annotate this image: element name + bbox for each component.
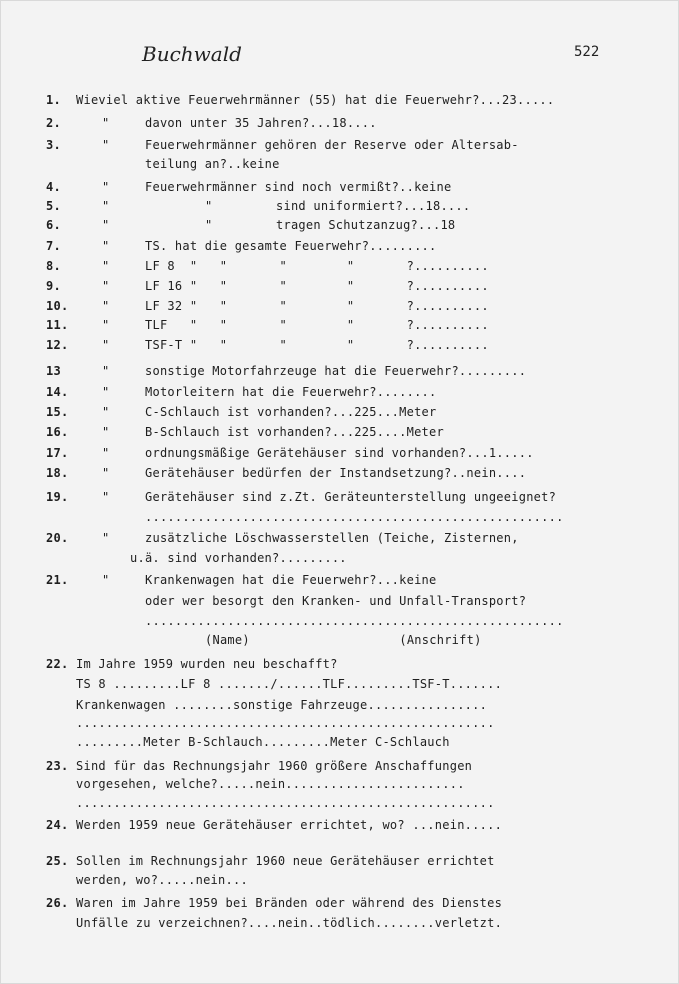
ditto-mark: ": [102, 279, 110, 293]
question-text: ........................................................: [76, 796, 495, 810]
question-number: 20.: [46, 531, 69, 545]
question-number: 23.: [46, 759, 69, 773]
ditto-mark: ": [102, 364, 110, 378]
question-text: .........Meter B-Schlauch.........Meter C-Schlauch: [76, 735, 450, 749]
question-text: Im Jahre 1959 wurden neu beschafft?: [76, 657, 338, 671]
ditto-mark: ": [102, 218, 110, 232]
ditto-mark: ": [102, 490, 110, 504]
question-text: oder wer besorgt den Kranken- und Unfall-Transport?: [145, 594, 527, 608]
question-text: ........................................................: [145, 614, 564, 628]
question-text: Krankenwagen ........sonstige Fahrzeuge................: [76, 698, 488, 712]
ditto-mark: ": [102, 259, 110, 273]
question-text: vorgesehen, welche?.....nein........................: [76, 777, 465, 791]
question-text: ........................................................: [145, 510, 564, 524]
question-text: zusätzliche Löschwasserstellen (Teiche, Zisternen,: [145, 531, 519, 545]
question-number: 25.: [46, 854, 69, 868]
ditto-mark: ": [102, 425, 110, 439]
ditto-mark: ": [102, 338, 110, 352]
ditto-mark: ": [102, 531, 110, 545]
question-number: 2.: [46, 116, 61, 130]
question-text: ........................................................: [76, 716, 495, 730]
question-text: werden, wo?.....nein...: [76, 873, 248, 887]
question-text: Sind für das Rechnungsjahr 1960 größere Anschaffungen: [76, 759, 473, 773]
question-number: 24.: [46, 818, 69, 832]
ditto-mark: ": [102, 239, 110, 253]
ditto-mark: ": [205, 199, 213, 213]
question-number: 13: [46, 364, 61, 378]
question-number: 16.: [46, 425, 69, 439]
question-text: Waren im Jahre 1959 bei Bränden oder während des Dienstes: [76, 896, 503, 910]
question-text: B-Schlauch ist vorhanden?...225....Meter: [145, 425, 444, 439]
question-number: 22.: [46, 657, 69, 671]
question-text: Feuerwehrmänner gehören der Reserve oder Altersab-: [145, 138, 519, 152]
question-text: LF 8 " " " " ?..........: [145, 259, 489, 273]
question-text: Feuerwehrmänner sind noch vermißt?..keine: [145, 180, 452, 194]
question-number: 9.: [46, 279, 61, 293]
page-number: 522: [574, 44, 600, 60]
question-number: 12.: [46, 338, 69, 352]
handwritten-place-name: Buchwald: [142, 42, 242, 66]
question-text: LF 32 " " " " ?..........: [145, 299, 489, 313]
question-number: 3.: [46, 138, 61, 152]
ditto-mark: ": [102, 199, 110, 213]
question-number: 7.: [46, 239, 61, 253]
ditto-mark: ": [102, 385, 110, 399]
ditto-mark: ": [102, 116, 110, 130]
ditto-mark: ": [102, 466, 110, 480]
question-text: Gerätehäuser sind z.Zt. Geräteunterstellung ungeeignet?: [145, 490, 557, 504]
ditto-mark: ": [102, 299, 110, 313]
question-text: TLF " " " " ?..........: [145, 318, 489, 332]
question-text: Gerätehäuser bedürfen der Instandsetzung?..nein....: [145, 466, 527, 480]
question-text: Krankenwagen hat die Feuerwehr?...keine: [145, 573, 437, 587]
question-text: TS. hat die gesamte Feuerwehr?.........: [145, 239, 437, 253]
question-text: Sollen im Rechnungsjahr 1960 neue Gerätehäuser errichtet: [76, 854, 495, 868]
ditto-mark: ": [102, 573, 110, 587]
question-text: sonstige Motorfahrzeuge hat die Feuerwehr?.........: [145, 364, 527, 378]
question-text: LF 16 " " " " ?..........: [145, 279, 489, 293]
ditto-mark: ": [205, 218, 213, 232]
question-text: Werden 1959 neue Gerätehäuser errichtet, wo? ...nein.....: [76, 818, 503, 832]
question-number: 15.: [46, 405, 69, 419]
question-number: 14.: [46, 385, 69, 399]
question-number: 19.: [46, 490, 69, 504]
question-number: 21.: [46, 573, 69, 587]
question-text: TSF-T " " " " ?..........: [145, 338, 489, 352]
ditto-mark: ": [102, 138, 110, 152]
question-text: ordnungsmäßige Gerätehäuser sind vorhanden?...1.....: [145, 446, 534, 460]
question-number: 5.: [46, 199, 61, 213]
ditto-mark: ": [102, 318, 110, 332]
question-number: 10.: [46, 299, 69, 313]
question-text: tragen Schutzanzug?...18: [276, 218, 456, 232]
question-number: 4.: [46, 180, 61, 194]
question-text: davon unter 35 Jahren?...18....: [145, 116, 377, 130]
question-number: 8.: [46, 259, 61, 273]
question-text: Motorleitern hat die Feuerwehr?........: [145, 385, 437, 399]
question-number: 17.: [46, 446, 69, 460]
question-number: 18.: [46, 466, 69, 480]
question-text: Wieviel aktive Feuerwehrmänner (55) hat die Feuerwehr?...23.....: [76, 93, 555, 107]
question-text: u.ä. sind vorhanden?.........: [130, 551, 347, 565]
question-number: 26.: [46, 896, 69, 910]
ditto-mark: ": [102, 446, 110, 460]
question-number: 1.: [46, 93, 61, 107]
question-text: C-Schlauch ist vorhanden?...225...Meter: [145, 405, 437, 419]
question-text: TS 8 .........LF 8 ......./......TLF.........TSF-T.......: [76, 677, 503, 691]
question-text: teilung an?..keine: [145, 157, 280, 171]
question-text: Unfälle zu verzeichnen?....nein..tödlich........verletzt.: [76, 916, 503, 930]
question-text: sind uniformiert?...18....: [276, 199, 471, 213]
question-text: (Name) (Anschrift): [205, 633, 482, 647]
ditto-mark: ": [102, 180, 110, 194]
question-number: 11.: [46, 318, 69, 332]
ditto-mark: ": [102, 405, 110, 419]
question-number: 6.: [46, 218, 61, 232]
